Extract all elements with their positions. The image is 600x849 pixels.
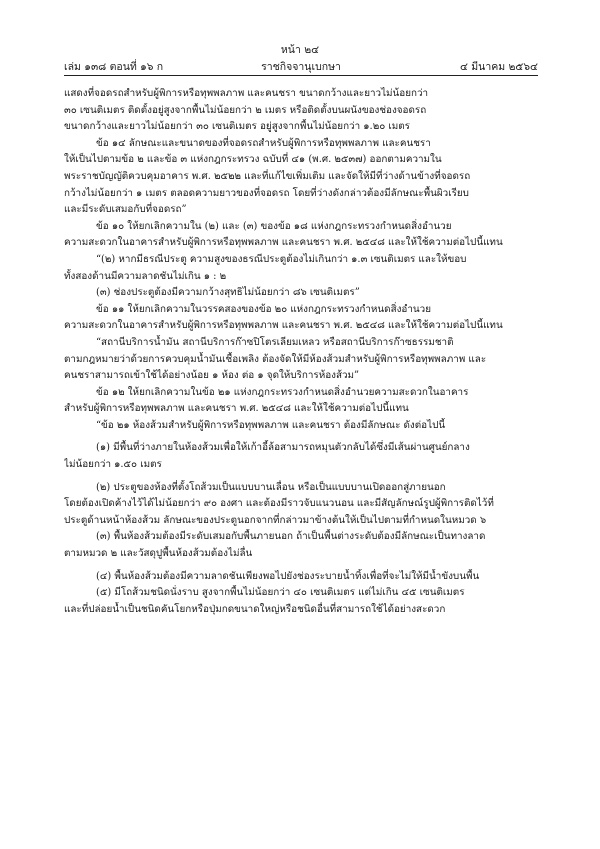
text-line: สำหรับผู้พิการหรือทุพพลภาพ และคนชรา พ.ศ. ๒๕๔๘ และให้ใช้ความต่อไปนี้แทน <box>64 403 409 415</box>
text-line: ไม่น้อยกว่า ๑.๕๐ เมตร <box>64 459 162 471</box>
document-body <box>64 86 538 618</box>
running-header <box>64 58 538 72</box>
text-line: “ข้อ ๒๑ ห้องส้วมสำหรับผู้พิการหรือทุพพลภาพ และคนชรา ต้องมีลักษณะ ดังต่อไปนี้ <box>96 419 446 431</box>
text-line: และที่ปล่อยน้ำเป็นชนิดคันโยกหรือปุ่มกดขนาดใหญ่หรือชนิดอื่นที่สามารถใช้ได้อย่างสะดวก <box>64 603 446 615</box>
clause-10-heading: ข้อ ๑๐ ให้ยกเลิกความใน (๒) และ (๓) ของข้อ ๑๘ แห่งกฎกระทรวงกำหนดสิ่งอำนวย <box>96 220 452 232</box>
text-line: โดยต้องเปิดค้างไว้ได้ไม่น้อยกว่า ๙๐ องศา และต้องมีราวจับแนวนอน และมีสัญลักษณ์รูปผู้พิการติดไว้ที่ <box>64 498 494 510</box>
text-line: ให้เป็นไปตามข้อ ๒ และข้อ ๓ แห่งกฎกระทรวง ฉบับที่ ๔๑ (พ.ศ. ๒๕๓๗) ออกตามความใน <box>64 154 442 166</box>
text-line: และมีระดับเสมอกับที่จอดรถ” <box>64 204 187 216</box>
text-line: “สถานีบริการน้ำมัน สถานีบริการก๊าซปิโตรเลียมเหลว หรือสถานีบริการก๊าซธรรมชาติ <box>96 336 454 348</box>
page-number: หน้า ๒๔ <box>280 44 320 56</box>
text-line: กว้างไม่น้อยกว่า ๑ เมตร ตลอดความยาวของที่จอดรถ โดยที่ว่างดังกล่าวต้องมีลักษณะพื้นผิวเรียบ <box>64 187 469 199</box>
publication-date: ๔ มีนาคม ๒๕๖๔ <box>459 61 538 73</box>
text-line: ตามกฎหมายว่าด้วยการควบคุมน้ำมันเชื้อเพลิง ต้องจัดให้มีห้องส้วมสำหรับผู้พิการหรือทุพพลภาพ และ <box>64 353 487 365</box>
clause-14-heading: ข้อ ๑๔ ลักษณะและขนาดของที่จอดรถสำหรับผู้พิการหรือทุพพลภาพ และคนชรา <box>96 137 431 149</box>
text-line: “(๒) หากมีธรณีประตู ความสูงของธรณีประตูต้องไม่เกินกว่า ๑.๓ เซนติเมตร และให้ขอบ <box>96 253 467 265</box>
text-line: (๓) พื้นห้องส้วมต้องมีระดับเสมอกับพื้นภายนอก ถ้าเป็นพื้นต่างระดับต้องมีลักษณะเป็นทางลาด <box>96 531 486 543</box>
text-line: (๒) ประตูของห้องที่ตั้งโถส้วมเป็นแบบบานเลื่อน หรือเป็นแบบบานเปิดออกสู่ภายนอก <box>96 481 446 493</box>
text-line: (๕) มีโถส้วมชนิดนั่งราบ สูงจากพื้นไม่น้อยกว่า ๔๐ เซนติเมตร แต่ไม่เกิน ๔๕ เซนติเมตร <box>96 587 465 599</box>
text-line: ตามหมวด ๒ และวัสดุปูพื้นห้องส้วมต้องไม่ลื่น <box>64 548 253 560</box>
gazette-name: ราชกิจจานุเบกษา <box>261 61 341 73</box>
clause-12-heading: ข้อ ๑๒ ให้ยกเลิกความในข้อ ๒๑ แห่งกฎกระทรวงกำหนดสิ่งอำนวยความสะดวกในอาคาร <box>96 386 469 398</box>
text-line: คนชราสามารถเข้าใช้ได้อย่างน้อย ๑ ห้อง ต่อ ๑ จุดให้บริการห้องส้วม” <box>64 370 360 382</box>
text-line: ความสะดวกในอาคารสำหรับผู้พิการหรือทุพพลภาพ และคนชรา พ.ศ. ๒๕๔๘ และให้ใช้ความต่อไปนี้แทน <box>64 320 503 332</box>
text-line: ขนาดกว้างและยาวไม่น้อยกว่า ๓๐ เซนติเมตร อยู่สูงจากพื้นไม่น้อยกว่า ๑.๒๐ เมตร <box>64 121 410 133</box>
clause-11-heading: ข้อ ๑๑ ให้ยกเลิกความในวรรคสองของข้อ ๒๐ แห่งกฎกระทรวงกำหนดสิ่งอำนวย <box>96 303 431 315</box>
text-line: ประตูด้านหน้าห้องส้วม ลักษณะของประตูนอกจากที่กล่าวมาข้างต้นให้เป็นไปตามที่กำหนดในหมวด ๖ <box>64 514 487 526</box>
text-line: (๔) พื้นห้องส้วมต้องมีความลาดชันเพียงพอไปยังช่องระบายน้ำทิ้งเพื่อที่จะไม่ให้มีน้ำขังบนพื้น <box>96 570 480 582</box>
text-line: (๑) มีพื้นที่ว่างภายในห้องส้วมเพื่อให้เก้าอี้ล้อสามารถหมุนตัวกลับได้ซึ่งมีเส้นผ่านศูนย์กลาง <box>96 442 470 454</box>
header-divider <box>64 75 538 76</box>
text-line: (๓) ช่องประตูต้องมีความกว้างสุทธิไม่น้อยกว่า ๘๖ เซนติเมตร” <box>96 287 360 299</box>
text-line: ๓๐ เซนติเมตร ติดตั้งอยู่สูงจากพื้นไม่น้อยกว่า ๒ เมตร หรือติดตั้งบนผนังของช่องจอดรถ <box>64 104 427 116</box>
text-line: ความสะดวกในอาคารสำหรับผู้พิการหรือทุพพลภาพ และคนชรา พ.ศ. ๒๕๔๘ และให้ใช้ความต่อไปนี้แทน <box>64 237 503 249</box>
text-line: แสดงที่จอดรถสำหรับผู้พิการหรือทุพพลภาพ และคนชรา ขนาดกว้างและยาวไม่น้อยกว่า <box>64 88 429 99</box>
text-line: พระราชบัญญัติควบคุมอาคาร พ.ศ. ๒๕๒๒ และที่แก้ไขเพิ่มเติม และจัดให้มีที่ว่างด้านข้างที่จอดรถ <box>64 170 471 182</box>
text-line: ทั้งสองด้านมีความลาดชันไม่เกิน ๑ : ๒ <box>64 270 227 282</box>
volume-info: เล่ม ๑๓๘ ตอนที่ ๑๖ ก <box>64 61 164 73</box>
